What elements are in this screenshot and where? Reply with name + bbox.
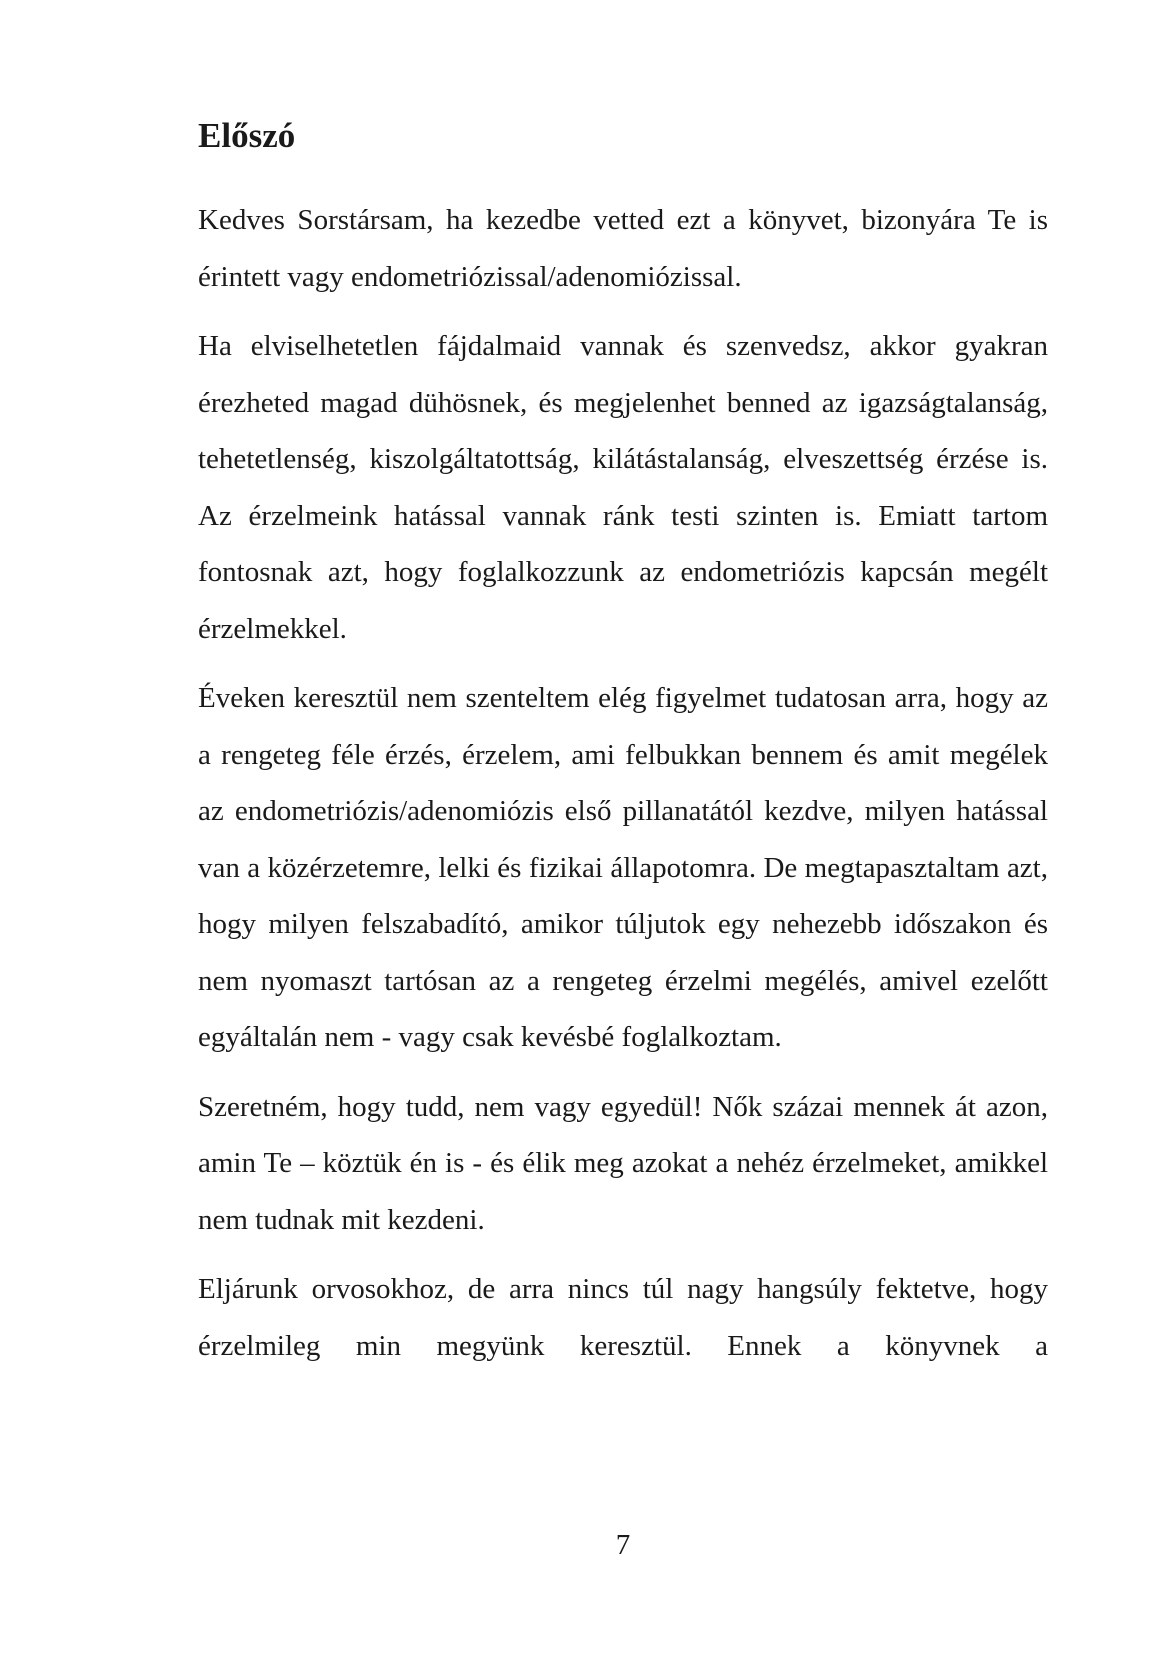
chapter-title: Előszó <box>198 116 296 155</box>
paragraph: Éveken keresztül nem szenteltem elég figyelmet tudatosan arra, hogy az a rengeteg féle érzés, érzelem, ami felbukkan bennem és amit megélek az endometriózis/adenomiózis első pillanatától kezdve, milyen hatással van a közérzetemre, lelki és fizikai állapotomra. De megtapasztaltam azt, hogy milyen felszabadító, amikor túljutok egy nehezebb időszakon és nem nyomaszt tartósan az a rengeteg érzelmi megélés, amivel ezelőtt egyáltalán nem - vagy csak kevésbé foglalkoztam. <box>198 682 1048 1053</box>
paragraph: Szeretném, hogy tudd, nem vagy egyedül! Nők százai mennek át azon, amin Te – köztük én is - és élik meg azokat a nehéz érzelmeket, amikkel nem tudnak mit kezdeni. <box>198 1090 1048 1236</box>
paragraph: Eljárunk orvosokhoz, de arra nincs túl nagy hangsúly fektetve, hogy érzelmileg min megyünk keresztül. Ennek a könyvnek a <box>198 1273 1048 1362</box>
chapter-body <box>198 192 1048 1387</box>
page-number: 7 <box>615 1529 631 1561</box>
paragraph: Kedves Sorstársam, ha kezedbe vetted ezt a könyvet, bizonyára Te is érintett vagy endometriózissal/adenomiózissal. <box>198 204 1048 293</box>
paragraph: Ha elviselhetetlen fájdalmaid vannak és szenvedsz, akkor gyakran érezheted magad dühösnek, és megjelenhet benned az igazságtalanság, tehetetlenség, kiszolgáltatottság, kilátástalanság, elveszettség érzése is. Az érzelmeink hatással vannak ránk testi szinten is. Emiatt tartom fontosnak azt, hogy foglalkozzunk az endometriózis kapcsán megélt érzelmekkel. <box>198 330 1048 645</box>
